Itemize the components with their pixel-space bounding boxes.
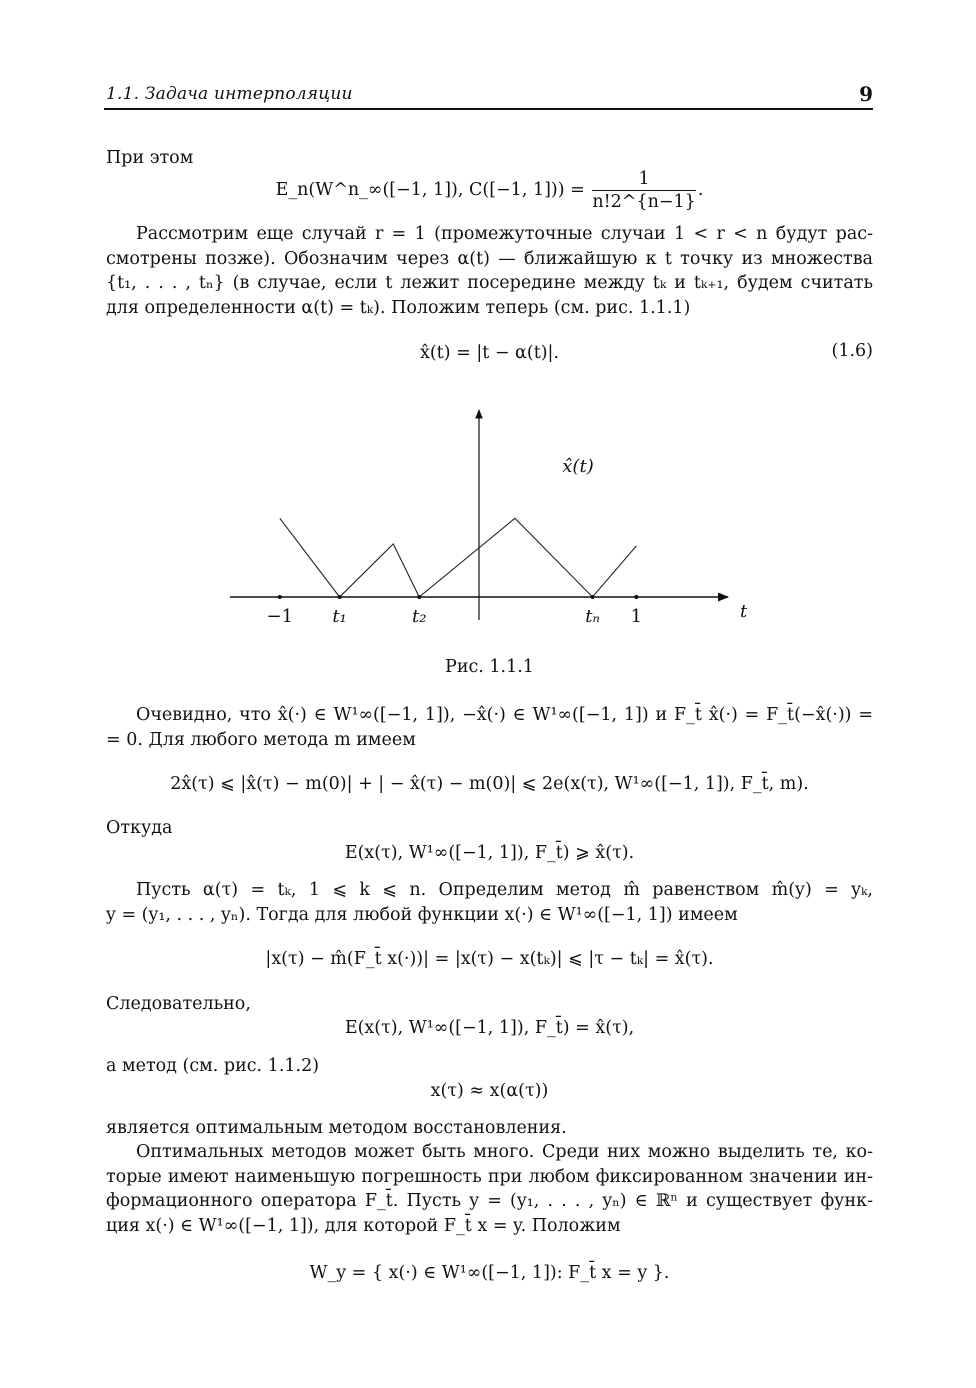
axis-point: [338, 595, 342, 599]
axis-point: [591, 595, 595, 599]
tick-label: t₂: [412, 606, 427, 627]
equation-1-tail: .: [697, 180, 704, 200]
equation-7: x(τ) ≈ x(α(τ)): [430, 1081, 549, 1101]
axis-point: [278, 595, 282, 599]
paragraph-5-line: y = (y₁, . . . , yₙ). Тогда для любой функции x(·) ∈ W¹∞([−1, 1]) имеем: [106, 904, 738, 925]
tick-label: 1: [630, 606, 643, 627]
paragraph-9-line: формационного оператора F_t̄. Пусть y = (y₁, . . . , yₙ) ∈ ℝⁿ и существует функ-: [106, 1191, 873, 1212]
paragraph-5-line: Пусть α(τ) = tₖ, 1 ⩽ k ⩽ n. Определим метод m̂ равенством m̂(y) = yₖ,: [136, 880, 873, 900]
equation-1-denominator: n!2^{n−1}: [592, 192, 696, 212]
equation-8: W_y = { x(·) ∈ W¹∞([−1, 1]): F_t̄ x = y }.: [309, 1263, 670, 1283]
curve-x-hat: [280, 518, 637, 597]
paragraph-9-line: ция x(·) ∈ W¹∞([−1, 1]), для которой F_t̄ x = y. Положим: [106, 1215, 621, 1236]
tick-label: −1: [266, 606, 294, 627]
paragraph-a-metod: а метод (см. рис. 1.1.2): [106, 1056, 320, 1076]
paragraph-3-line: = 0. Для любого метода m имеем: [106, 729, 416, 750]
running-header-title: 1.1. Задача интерполяции: [106, 84, 353, 104]
paragraph-otkuda: Откуда: [106, 818, 173, 838]
paragraph-3: [106, 703, 873, 752]
equation-1-lhs: E_n(W^n_∞([−1, 1]), C([−1, 1])) =: [275, 180, 585, 200]
x-axis-label: t: [740, 601, 748, 622]
paragraph-5: [106, 878, 873, 927]
paragraph-2-line: для определенности α(t) = tₖ). Положим теперь (см. рис. 1.1.1): [106, 297, 691, 318]
paragraph-2-line: {t₁, . . . , tₙ} (в случае, если t лежит посередине между tₖ и tₖ₊₁, будем считать: [106, 273, 873, 294]
paragraph-3-line: Очевидно, что x̂(·) ∈ W¹∞([−1, 1]), −x̂(·) ∈ W¹∞([−1, 1]) и F_t̄ x̂(·) = F_t̄(−x̂(·)) =: [136, 705, 873, 725]
paragraph-2-line: Рассмотрим еще случай r = 1 (промежуточные случаи 1 < r < n будут рас-: [136, 224, 873, 244]
paragraph-2-line: смотрены позже). Обозначим через α(t) — ближайшую к t точку из множества: [106, 248, 873, 269]
equation-4: E(x(τ), W¹∞([−1, 1]), F_t̄) ⩾ x̂(τ).: [344, 843, 635, 863]
figure-caption: Рис. 1.1.1: [445, 657, 534, 677]
axis-point: [634, 595, 638, 599]
page-number: 9: [859, 82, 873, 106]
paragraph-pri-etom: При этом: [106, 148, 194, 168]
axis-point: [417, 595, 421, 599]
paragraph-sledovatelno: Следовательно,: [106, 994, 251, 1014]
paragraph-9-line: торые имеют наименьшую погрешность при любом фиксированном значении ин-: [106, 1166, 873, 1187]
paragraph-9: [106, 1140, 873, 1238]
equation-3: 2x̂(τ) ⩽ |x̂(τ) − m(0)| + | − x̂(τ) − m(0)| ⩽ 2e(x(τ), W¹∞([−1, 1]), F_t̄, m).: [170, 774, 809, 794]
equation-5: |x(τ) − m̂(F_t̄ x(·))| = |x(τ) − x(tₖ)| ⩽ |τ − tₖ| = x̂(τ).: [265, 949, 714, 969]
equation-number: (1.6): [831, 341, 873, 361]
equation-1-6: x̂(t) = |t − α(t)|.: [419, 343, 560, 363]
tick-label: t₁: [332, 606, 347, 627]
paragraph-9-line: Оптимальных методов может быть много. Среди них можно выделить те, ко-: [136, 1142, 873, 1162]
curve-label: x̂(t): [562, 456, 594, 477]
tick-label: tₙ: [585, 606, 600, 627]
equation-6: E(x(τ), W¹∞([−1, 1]), F_t̄) = x̂(τ),: [344, 1018, 635, 1038]
equation-1-numerator: 1: [592, 168, 695, 191]
paragraph-8: является оптимальным методом восстановления.: [106, 1118, 567, 1138]
